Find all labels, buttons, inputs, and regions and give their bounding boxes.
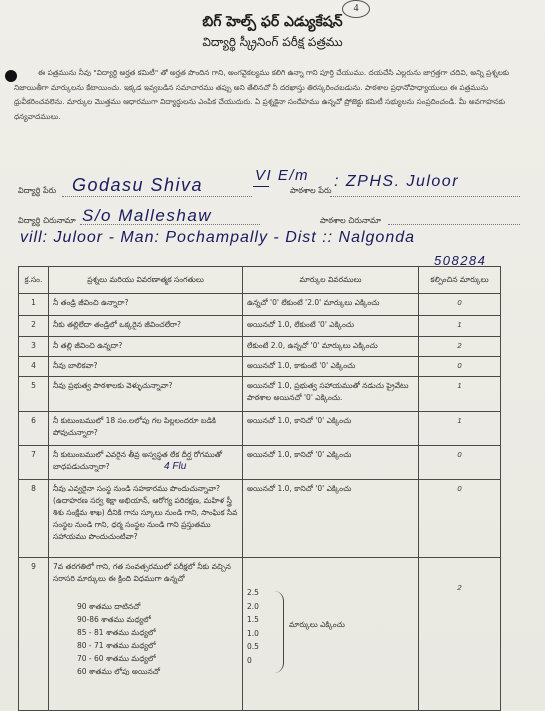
grade-mark: 0.5 bbox=[247, 642, 259, 651]
row-question: నీ తల్లి జీవించి ఉన్నదా? bbox=[49, 337, 243, 357]
pincode-value[interactable]: 508284 bbox=[434, 253, 487, 268]
row-question: నీవు బాలికవా? bbox=[49, 357, 243, 377]
row-score[interactable]: 0 bbox=[419, 357, 501, 377]
father-name-value[interactable]: S/o Malleshaw bbox=[82, 206, 213, 225]
school-address-label: పాఠశాల చిరునామా bbox=[320, 216, 381, 225]
row-scoring bbox=[243, 558, 419, 711]
class-value[interactable]: VI E/m bbox=[255, 167, 310, 184]
row-question: నీ తండ్రి జీవించి ఉన్నారా? bbox=[49, 294, 243, 316]
row-score[interactable]: 1 bbox=[419, 412, 501, 446]
row-score[interactable]: 2 bbox=[419, 558, 501, 711]
row-scoring: అయినచో 1.0, కానిచో '0' ఎక్కించు bbox=[243, 446, 419, 480]
table-row bbox=[19, 357, 501, 377]
form-title: బిగ్ హెల్ప్ ఫర్ ఎడ్యుకేషన్ bbox=[202, 14, 343, 30]
row-number: 6 bbox=[19, 412, 49, 446]
curly-brace bbox=[273, 591, 284, 673]
row-score[interactable]: 1 bbox=[419, 377, 501, 412]
row-question bbox=[49, 558, 243, 711]
row-score[interactable]: 2 bbox=[419, 337, 501, 357]
row-question: నీ కుటుంబములో 18 సం.లలోపు గల పిల్లలందరూ బడికి పోవుచున్నారా? bbox=[49, 412, 243, 446]
row-number: 7 bbox=[19, 446, 49, 480]
row-number: 3 bbox=[19, 337, 49, 357]
row-score[interactable]: 0 bbox=[419, 446, 501, 480]
row-scoring: అయినచో 1.0, ప్రభుత్వ సహాయముతో నడుచు ప్రైవేటు పాఠశాల అయినచో '0' ఎక్కించు. bbox=[243, 377, 419, 412]
instructions-paragraph: ఈ పత్రమును నీవు "విద్యార్థి అర్హత కమిటీ" తో అర్హత పొందిన గాని, అంగవైకల్యము కలిగి ఉన్నా గాని పూర్తి చేయుము. దయచేసి ఎల్లరును జాగ్రత్తగా చదివి, అన్ని ప్రశ్నలకు నిజాయితీగా మార్కులను కేటాయించు. ఇక్కడ ఇవ్వబడిన సమాచారము తప్పు అని తేలినచో నీ దరఖాస్తు తిరస్కరించబడును. పాఠశాల ప్రధానోపాధ్యాయులు ఈ పత్రమును ధ్రువీకరించవలెను. మార్కుల మొత్తము ఆధారముగా విద్యార్థులను ఎంపిక చేయుదురు. ఏ ప్రశ్నకైనా సందేహము ఉన్నచో ప్రోజెక్టు కమిటీ సభ్యులను సంప్రదించండి. మీ అవగాహనకు ధన్యవాదములు. bbox=[14, 68, 510, 121]
col-header-marks: కల్పించిన మార్కులు bbox=[419, 267, 501, 294]
grade-range-item: 70 - 60 శాతము మధ్యలో bbox=[77, 654, 156, 663]
table-row bbox=[19, 412, 501, 446]
school-address-line bbox=[388, 224, 520, 225]
row-number: 9 bbox=[19, 558, 49, 711]
student-address-label: విద్యార్థి చిరునామా bbox=[18, 216, 76, 225]
grade-range-item: 85 - 81 శాతము మధ్యలో bbox=[77, 628, 156, 637]
col-header-number: క్ర.సం. bbox=[19, 267, 49, 294]
table-row bbox=[19, 316, 501, 337]
student-name-value[interactable]: Godasu Shiva bbox=[72, 175, 204, 195]
row-scoring: అయినచో 1.0, కాకుంటే '0' ఎక్కించు bbox=[243, 357, 419, 377]
address-value[interactable]: vill: Juloor - Man: Pochampally - Dist :: Nalgonda bbox=[20, 229, 416, 246]
school-name-value[interactable]: : ZPHS. Juloor bbox=[334, 173, 460, 190]
row-question: నీవు ఎవ్వరైనా సంస్థ నుండి సహకారము పొందుచున్నావా? (ఉదాహరణ సర్వ శిక్షా అభియాన్, ఆరోగ్య పరిరక్షణ, మహిళ స్త్రీ శిశు సంక్షేమ శాఖ) దీనికి గాను స్కూలు నుండి గాని, సాంఘిక సేవ సంస్థల నుండి గాని, ధర్మ సంస్థల నుండి గాని ప్రస్తుతము సహాయము పొందుచుంటివా? bbox=[49, 480, 243, 558]
student-name-line bbox=[62, 196, 252, 197]
student-name-label: విద్యార్థి పేరు bbox=[18, 186, 57, 195]
grade-marks-label: మార్కులు ఎక్కించు bbox=[289, 620, 345, 629]
table-row bbox=[19, 294, 501, 316]
father-name-line bbox=[80, 224, 260, 225]
row-number: 5 bbox=[19, 377, 49, 412]
grade-range-item: 90 శాతము దాటినచో bbox=[77, 602, 141, 611]
row-score[interactable]: 1 bbox=[419, 316, 501, 337]
row-question: నీకు తల్లిలేదా తండ్రిలో ఒక్కరైన జీవించలేరా? bbox=[49, 316, 243, 337]
row-number: 1 bbox=[19, 294, 49, 316]
row-scoring: లేకుంటే 2.0, ఉన్నచో '0' మార్కులు ఎక్కించు bbox=[243, 337, 419, 357]
table-row bbox=[19, 446, 501, 480]
row-scoring: అయినచో 1.0, లేకుంటే '0' ఎక్కించు bbox=[243, 316, 419, 337]
school-name-line bbox=[330, 196, 520, 197]
grade-range-list bbox=[53, 601, 238, 679]
row-question: నీవు ప్రభుత్వ పాఠశాలకు వెళ్ళుచున్నావా? bbox=[49, 377, 243, 412]
grade-mark: 2.5 bbox=[247, 588, 259, 597]
row-score[interactable]: 0 bbox=[419, 480, 501, 558]
grade-range-item: 60 శాతము లోపు అయినచో bbox=[77, 667, 160, 676]
grade-range-item: 90-86 శాతము మధ్యలో bbox=[77, 615, 151, 624]
screening-table bbox=[18, 266, 501, 711]
table-row bbox=[19, 480, 501, 558]
table-row bbox=[19, 337, 501, 357]
row-score[interactable]: 0 bbox=[419, 294, 501, 316]
row-number: 4 bbox=[19, 357, 49, 377]
row-scoring: అయినచో 1.0, కానిచో '0' ఎక్కించు bbox=[243, 480, 419, 558]
table-row bbox=[19, 558, 501, 711]
form-subtitle: విద్యార్థి స్క్రీనింగ్ పరీక్ష పత్రము bbox=[202, 35, 343, 49]
row-question-text: 7వ తరగతిలో గాని, గత సంవత్సరములో పరీక్షలో నీకు వచ్చిన సరాసరి మార్కులు ఈ క్రింది విధముగా ఉన్నచో bbox=[53, 562, 231, 583]
col-header-question: ప్రశ్నలు మరియు వివరణాత్మక సంగతులు bbox=[49, 267, 243, 294]
row-scoring: అయినచో 1.0, కానిచో '0' ఎక్కించు bbox=[243, 412, 419, 446]
school-name-label: పాఠశాల పేరు bbox=[290, 186, 332, 195]
row-number: 8 bbox=[19, 480, 49, 558]
grade-mark: 1.0 bbox=[247, 628, 259, 638]
table-header-row bbox=[19, 267, 501, 294]
row-scoring: ఉన్నచో '0' లేకుంటే '2.0' మార్కులు ఎక్కించు bbox=[243, 294, 419, 316]
table-row bbox=[19, 377, 501, 412]
grade-range-item: 80 - 71 శాతము మధ్యలో bbox=[77, 641, 156, 650]
grade-mark: 2.0 bbox=[247, 601, 259, 611]
grade-mark: 1.5 bbox=[247, 615, 259, 624]
grade-marks-block bbox=[247, 587, 414, 707]
page-number: 4 bbox=[342, 0, 370, 18]
row-question bbox=[49, 446, 243, 480]
col-header-scoring: మార్కుల వివరములు bbox=[243, 267, 419, 294]
row-question-text: నీ కుటుంబములో ఎవరైన తీవ్ర అస్వస్థత లేక దీర్ఘ రోగముతో బాధపడుచున్నారా? bbox=[53, 450, 223, 471]
class-underline bbox=[253, 186, 269, 187]
row-number: 2 bbox=[19, 316, 49, 337]
grade-mark: 0 bbox=[247, 655, 252, 665]
handwritten-annotation: 4 Flu bbox=[164, 461, 187, 472]
